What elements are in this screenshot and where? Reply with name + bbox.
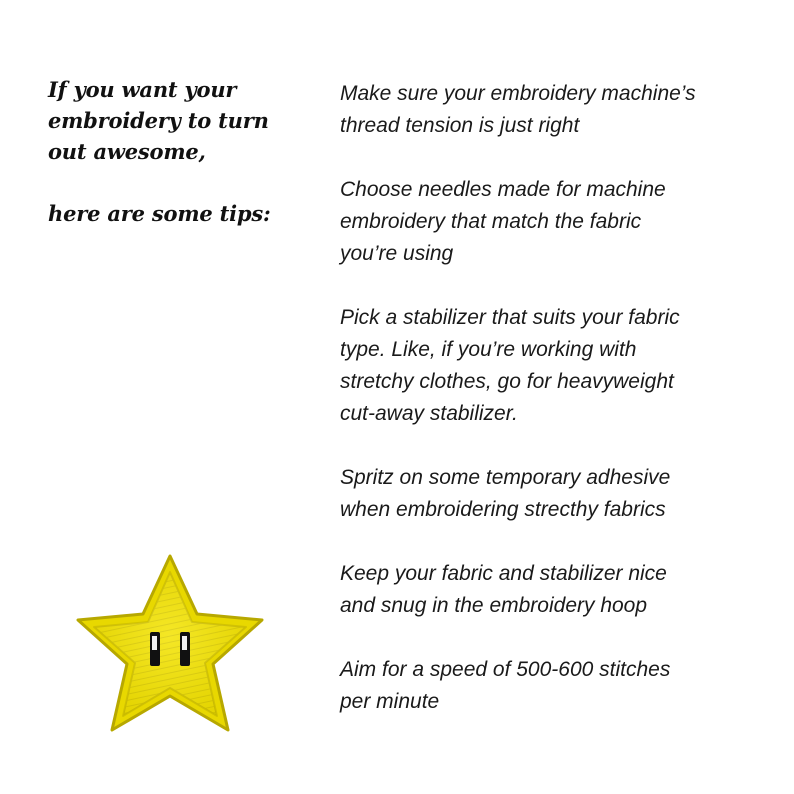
tip-line: Choose needles made for machine xyxy=(340,178,666,201)
tip-item xyxy=(340,78,760,142)
tip-line: you’re using xyxy=(340,242,454,265)
tip-item xyxy=(340,174,760,270)
tip-line: Make sure your embroidery machine’s xyxy=(340,82,696,105)
tip-line: stretchy clothes, go for heavyweight xyxy=(340,370,674,393)
tips-list xyxy=(340,78,760,750)
tip-line: Aim for a speed of 500-600 stitches xyxy=(340,658,671,681)
tip-line: embroidery that match the fabric xyxy=(340,210,642,233)
tip-line: Pick a stabilizer that suits your fabric xyxy=(340,306,680,329)
intro-line: If you want your xyxy=(48,77,237,102)
tip-line: Spritz on some temporary adhesive xyxy=(340,466,671,489)
star-patch-icon xyxy=(70,550,270,742)
tips-heading: here are some tips: xyxy=(48,201,271,226)
tip-line: when embroidering strecthy fabrics xyxy=(340,498,666,521)
tip-line: type. Like, if you’re working with xyxy=(340,338,637,361)
tip-item xyxy=(340,558,760,622)
intro-line: embroidery to turn xyxy=(48,108,269,133)
tip-item xyxy=(340,462,760,526)
tip-item xyxy=(340,654,760,718)
intro-text xyxy=(48,74,310,229)
tip-item xyxy=(340,302,760,430)
tip-line: thread tension is just right xyxy=(340,114,580,137)
intro-line: out awesome, xyxy=(48,139,206,164)
tip-line: cut-away stabilizer. xyxy=(340,402,518,425)
tip-line: and snug in the embroidery hoop xyxy=(340,594,648,617)
tip-line: per minute xyxy=(340,690,440,713)
tip-line: Keep your fabric and stabilizer nice xyxy=(340,562,667,585)
